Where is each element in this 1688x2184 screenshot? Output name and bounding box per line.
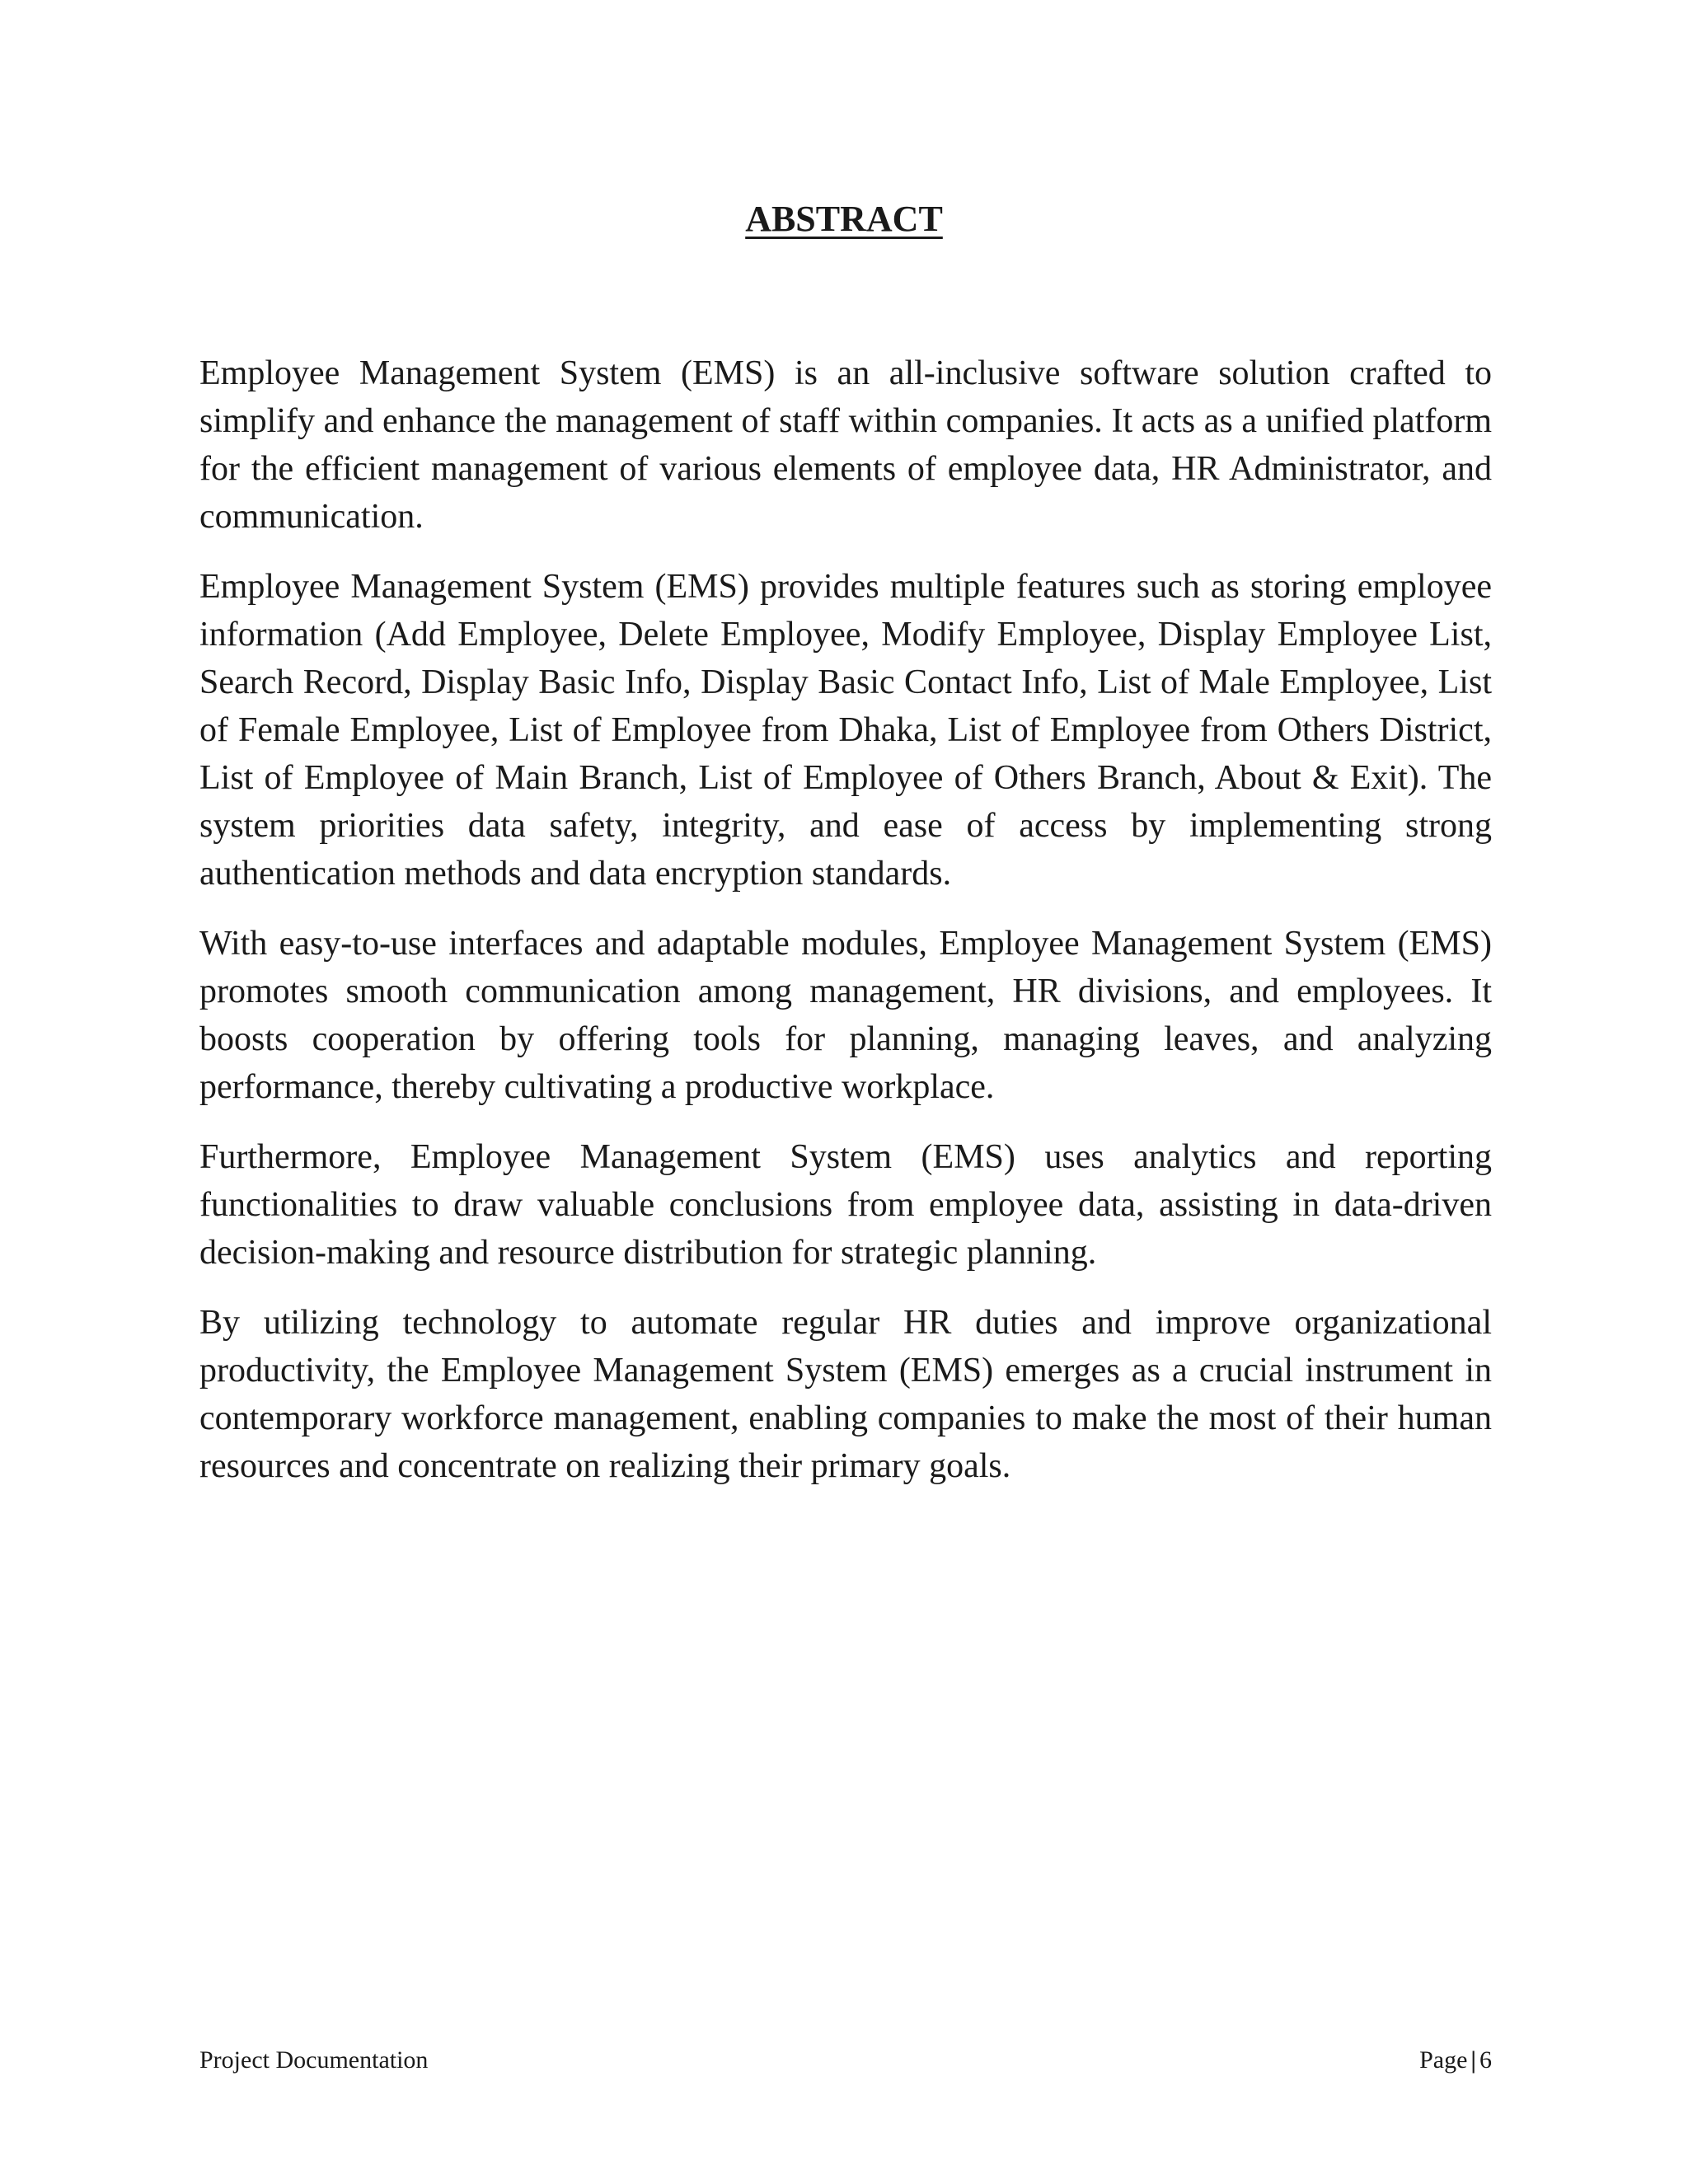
- page-number-value: 6: [1479, 2046, 1492, 2074]
- page-title: [0, 194, 1688, 244]
- paragraph: By utilizing technology to automate regular HR duties and improve organizational productivity, the Employee Management System (EMS) emerges as a crucial instrument in contemporary workforce management, enabling companies to make the most of their human resources and concentrate on realizing their primary goals.: [199, 1304, 1492, 1485]
- page-separator: |: [1470, 2046, 1476, 2074]
- page-number: [1419, 2044, 1492, 2077]
- footer-document-label: Project Documentation: [199, 2046, 429, 2074]
- page-label: Page: [1419, 2046, 1468, 2074]
- paragraph: With easy-to-use interfaces and adaptable modules, Employee Management System (EMS) promotes smooth communication among management, HR divisions, and employees. It boosts cooperation by offering tools for planning, managing leaves, and analyzing performance, thereby cultivating a productive workplace.: [199, 925, 1492, 1106]
- page-footer: [199, 2044, 1492, 2077]
- paragraph: Furthermore, Employee Management System (EMS) uses analytics and reporting functionalities to draw valuable conclusions from employee data, assisting in data-driven decision-making and resource distribution for strategic planning.: [199, 1138, 1492, 1272]
- abstract-body: [199, 349, 1492, 1512]
- page-title-text: ABSTRACT: [745, 199, 943, 239]
- paragraph: Employee Management System (EMS) is an all-inclusive software solution crafted to simplify and enhance the management of staff within companies. It acts as a unified platform for the efficient management of various elements of employee data, HR Administrator, and communication.: [199, 354, 1492, 536]
- paragraph: Employee Management System (EMS) provides multiple features such as storing employee information (Add Employee, Delete Employee, Modify Employee, Display Employee List, Search Record, Display Basic Info, Display Basic Contact Info, List of Male Employee, List of Female Employee, List of Employee from Dhaka, List of Employee from Others District, List of Employee of Main Branch, List of Employee of Others Branch, About & Exit). The system priorities data safety, integrity, and ease of access by implementing strong authentication methods and data encryption standards.: [199, 568, 1492, 893]
